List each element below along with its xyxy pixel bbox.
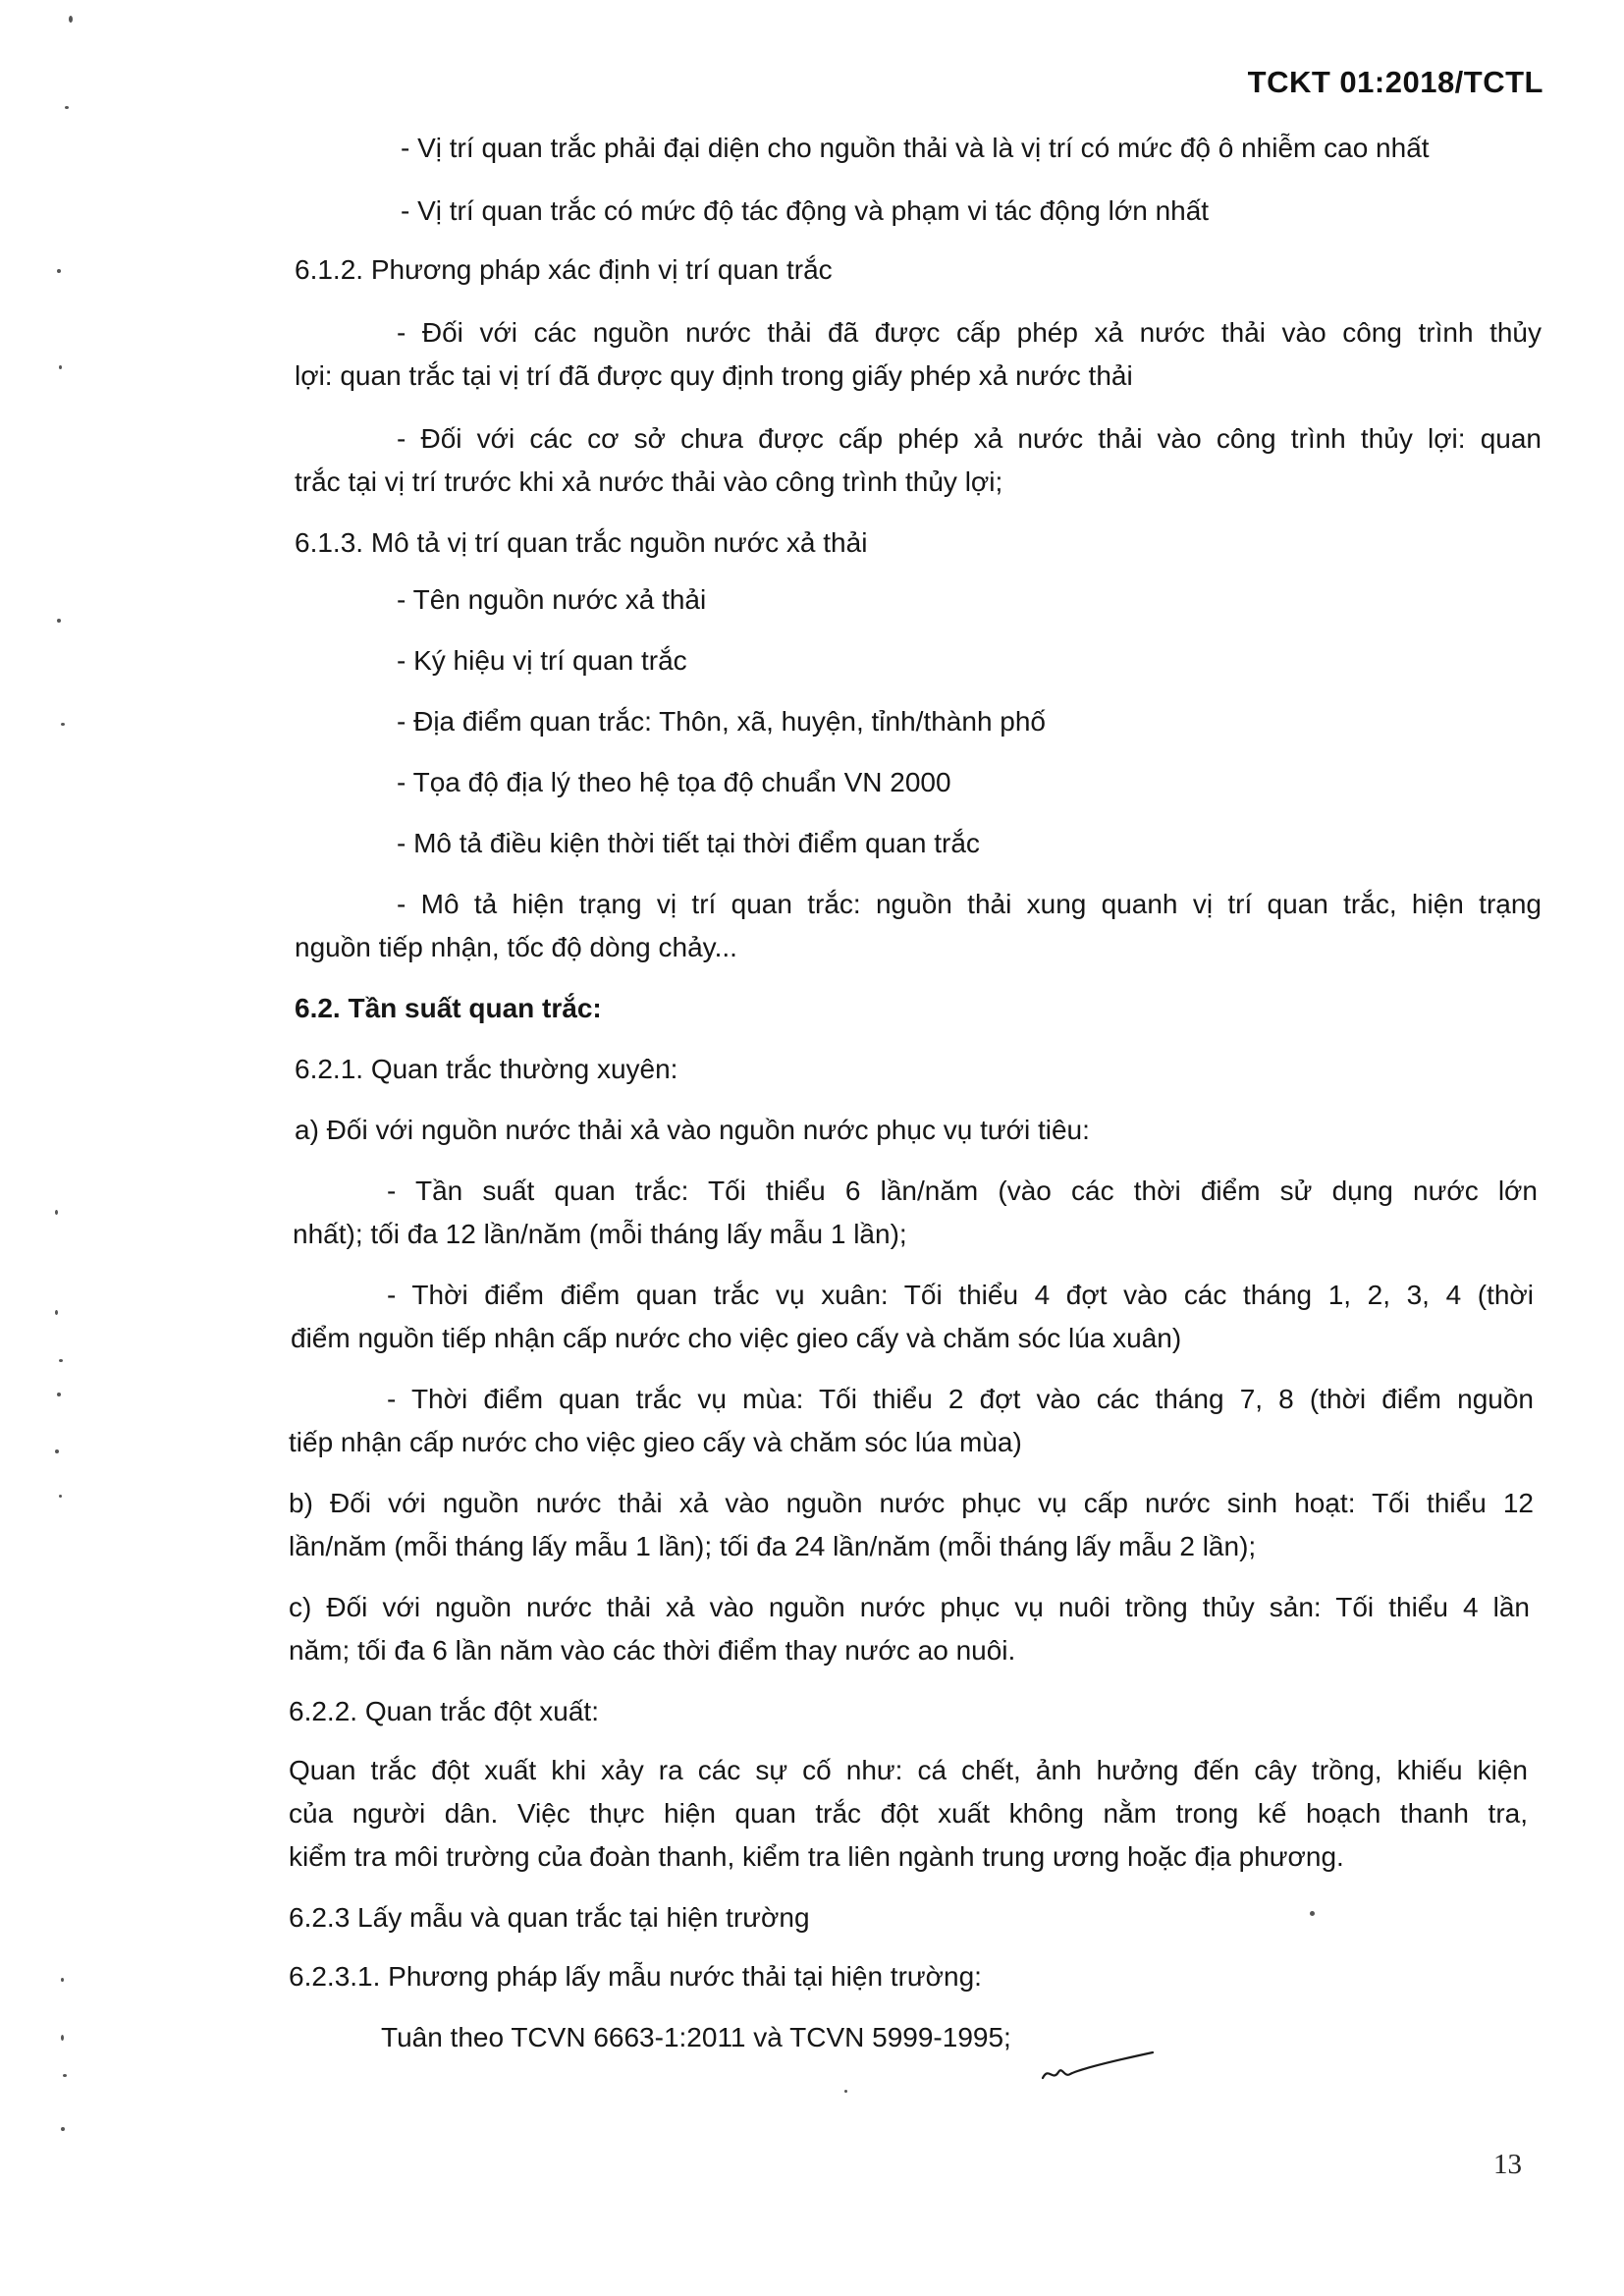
section-heading-6-1-3: 6.1.3. Mô tả vị trí quan trắc nguồn nước xả thải — [295, 527, 868, 558]
paragraph-line: nguồn tiếp nhận, tốc độ dòng chảy... — [295, 932, 737, 962]
paragraph-line: b) Đối với nguồn nước thải xả vào nguồn nước phục vụ cấp nước sinh hoạt: Tối thiểu 12 — [289, 1488, 1534, 1518]
scan-speck — [1310, 1911, 1315, 1916]
paragraph-line: - Mô tả hiện trạng vị trí quan trắc: nguồn thải xung quanh vị trí quan trắc, hiện trạng — [397, 889, 1542, 919]
paragraph-line: - Thời điểm quan trắc vụ mùa: Tối thiểu 2 đợt vào các tháng 7, 8 (thời điểm nguồn — [387, 1384, 1534, 1414]
scan-speck — [61, 2035, 64, 2041]
scan-speck — [57, 1393, 61, 1396]
scan-speck — [55, 1210, 58, 1215]
section-heading-6-2-2: 6.2.2. Quan trắc đột xuất: — [289, 1696, 599, 1726]
scan-speck — [55, 1449, 59, 1453]
scan-speck — [61, 1978, 64, 1982]
scan-speck — [844, 2090, 847, 2093]
paragraph-line: lợi: quan trắc tại vị trí đã được quy định trong giấy phép xả nước thải — [295, 360, 1133, 391]
scan-speck — [65, 106, 69, 109]
paragraph-line: tiếp nhận cấp nước cho việc gieo cấy và chăm sóc lúa mùa) — [289, 1427, 1022, 1457]
signature-initial — [1039, 2049, 1157, 2088]
paragraph-line: năm; tối đa 6 lần năm vào các thời điểm thay nước ao nuôi. — [289, 1635, 1016, 1666]
section-heading-6-2-1: 6.2.1. Quan trắc thường xuyên: — [295, 1054, 678, 1084]
scan-speck — [61, 2127, 65, 2131]
paragraph-line: trắc tại vị trí trước khi xả nước thải vào công trình thủy lợi; — [295, 466, 1003, 497]
section-heading-6-1-2: 6.1.2. Phương pháp xác định vị trí quan trắc — [295, 254, 833, 285]
paragraph-line: nhất); tối đa 12 lần/năm (mỗi tháng lấy mẫu 1 lần); — [293, 1219, 907, 1249]
paragraph-line: kiểm tra môi trường của đoàn thanh, kiểm tra liên ngành trung ương hoặc địa phương. — [289, 1841, 1344, 1872]
scan-speck — [69, 16, 73, 23]
paragraph-line: của người dân. Việc thực hiện quan trắc đột xuất không nằm trong kế hoạch thanh tra, — [289, 1798, 1528, 1829]
scan-speck — [59, 365, 62, 369]
text-line: - Ký hiệu vị trí quan trắc — [397, 645, 687, 676]
scan-speck — [55, 1310, 58, 1315]
section-heading-6-2-3: 6.2.3 Lấy mẫu và quan trắc tại hiện trường — [289, 1902, 810, 1933]
paragraph-line: Quan trắc đột xuất khi xảy ra các sự cố như: cá chết, ảnh hưởng đến cây trồng, khiếu kiện — [289, 1755, 1528, 1785]
section-heading-6-2-3-1: 6.2.3.1. Phương pháp lấy mẫu nước thải tại hiện trường: — [289, 1961, 982, 1992]
paragraph-line: lần/năm (mỗi tháng lấy mẫu 1 lần); tối đa 24 lần/năm (mỗi tháng lấy mẫu 2 lần); — [289, 1531, 1257, 1561]
scan-speck — [57, 619, 61, 623]
paragraph-line: - Thời điểm điểm quan trắc vụ xuân: Tối thiểu 4 đợt vào các tháng 1, 2, 3, 4 (thời — [387, 1280, 1534, 1310]
text-line: - Tên nguồn nước xả thải — [397, 584, 707, 615]
text-line: Tuân theo TCVN 6663-1:2011 và TCVN 5999-1995; — [381, 2022, 1011, 2052]
paragraph-line: - Đối với các cơ sở chưa được cấp phép xả nước thải vào công trình thủy lợi: quan — [397, 423, 1542, 454]
paragraph-line: điểm nguồn tiếp nhận cấp nước cho việc gieo cấy và chăm sóc lúa xuân) — [291, 1323, 1182, 1353]
paragraph-line: - Tần suất quan trắc: Tối thiểu 6 lần/năm (vào các thời điểm sử dụng nước lớn — [387, 1175, 1538, 1206]
paragraph-line: c) Đối với nguồn nước thải xả vào nguồn nước phục vụ nuôi trồng thủy sản: Tối thiểu 4 lần — [289, 1592, 1530, 1622]
text-line: - Địa điểm quan trắc: Thôn, xã, huyện, tỉnh/thành phố — [397, 706, 1047, 737]
text-line: - Vị trí quan trắc phải đại diện cho nguồn thải và là vị trí có mức độ ô nhiễm cao nhất — [401, 133, 1430, 163]
page-number: 13 — [1493, 2149, 1522, 2180]
text-line: - Tọa độ địa lý theo hệ tọa độ chuẩn VN 2000 — [397, 767, 951, 797]
paragraph-line: - Đối với các nguồn nước thải đã được cấp phép xả nước thải vào công trình thủy — [397, 317, 1542, 348]
standard-code-header: TCKT 01:2018/TCTL — [1247, 65, 1543, 99]
scan-speck — [57, 269, 61, 273]
scan-speck — [59, 1495, 62, 1498]
scan-speck — [61, 723, 65, 726]
scan-speck — [63, 2074, 67, 2077]
text-line: - Mô tả điều kiện thời tiết tại thời điểm quan trắc — [397, 828, 980, 858]
text-line: a) Đối với nguồn nước thải xả vào nguồn nước phục vụ tưới tiêu: — [295, 1115, 1090, 1145]
text-line: - Vị trí quan trắc có mức độ tác động và phạm vi tác động lớn nhất — [401, 195, 1210, 226]
section-heading-6-2: 6.2. Tần suất quan trắc: — [295, 993, 602, 1023]
scan-speck — [59, 1359, 63, 1362]
